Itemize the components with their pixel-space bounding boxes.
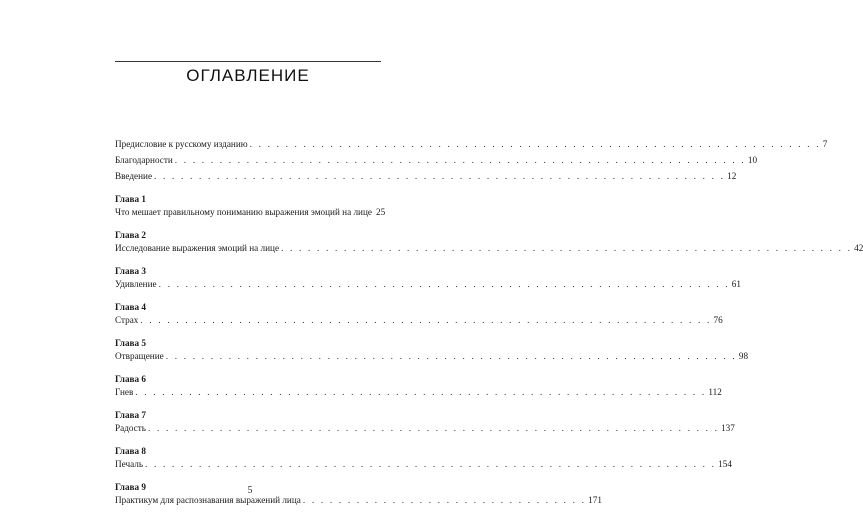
toc-entry-label: Печаль [115,459,144,469]
leader-dots: . . . . . . . . . . . . . . . . . . . . . . . . . . . . . . . . . . . . . . . . . . . . . . . . . . . . . . . . . . . . . . . . [174,155,746,165]
toc-entry-page: 25 [375,207,386,217]
chapter-heading: Глава 4 [115,302,147,312]
toc-entry-page: 98 [738,351,749,361]
leader-dots: . . . . . . . . . . . . . . . . . . . . . . . . . . . . . . . . . . . . . . . . . . . . . . . . . . . . . . . . . . . . . . . . [145,459,717,469]
toc-entry-label: Что мешает правильному пониманию выражения эмоций на лице [115,207,372,217]
chapter-group [115,410,735,439]
chapter-group [115,374,722,403]
leader-dots: . . . . . . . . . . . . . . . . . . . . . . . . . . . . . . . . . . . . . . . . . . . . . . . . . . . . . . . . . . . . . . . . [140,315,712,325]
chapter-heading: Глава 5 [115,338,147,348]
toc-entry-page: 171 [588,495,602,505]
chapter-group [115,338,749,367]
page-number: 5 [247,485,253,496]
toc-entry-label: Предисловие к русскому изданию [115,139,248,149]
toc-entry-page: 42 [854,243,863,253]
toc-entry-page: 10 [747,155,758,165]
page-title: ОГЛАВЛЕНИЕ [186,66,310,85]
toc-entry[interactable] [115,351,749,367]
leader-dots: . . . . . . . . . . . . . . . . . . . . . . . . . . . . . . . . . . . . . . . . . . . . . . . . . . . . . . . . . . . . . . . . [249,139,821,149]
toc-entry[interactable] [115,315,723,331]
chapter-heading: Глава 9 [115,482,147,492]
leader-dots: . . . . . . . . . . . . . . . . . . . . . . . . . . . . . . . . [302,495,587,505]
toc-entry[interactable] [115,243,863,259]
chapter-heading: Глава 2 [115,230,147,240]
leader-dots: . . . . . . . . . . . . . . . . . . . . . . . . . . . . . . . . . . . . . . . . . . . . . . . . . . . . . . . . . . . . . . . . [147,423,720,433]
toc-entry-page: 112 [708,387,722,397]
toc-entry[interactable] [115,139,828,155]
toc-entry[interactable] [115,207,386,223]
toc-entry[interactable] [115,279,741,295]
toc-entry-page: 7 [822,139,828,149]
toc-entry-label: Отвращение [115,351,164,361]
toc-entry[interactable] [115,171,737,187]
chapter-group [115,446,732,475]
toc-entry[interactable] [115,459,732,475]
chapter-group [115,230,863,259]
toc-entry-label: Гнев [115,387,134,397]
leader-dots: . . . . . . . . . . . . . . . . . . . . . . . . . . . . . . . . . . . . . . . . . . . . . . . . . . . . . . . . . . . . . . . . [135,387,707,397]
toc-entry-label: Введение [115,171,153,181]
leader-dots: . . . . . . . . . . . . . . . . . . . . . . . . . . . . . . . . . . . . . . . . . . . . . . . . . . . . . . . . . . . . . . . . [154,171,726,181]
table-of-contents [115,139,863,511]
leader-dots: . . . . . . . . . . . . . . . . . . . . . . . . . . . . . . . . . . . . . . . . . . . . . . . . . . . . . . . . . . . . . . . . [165,351,737,361]
chapter-heading: Глава 7 [115,410,147,420]
toc-entry-label: Радость [115,423,146,433]
front-matter [115,139,828,187]
toc-entry[interactable] [115,387,722,403]
chapter-heading: Глава 3 [115,266,147,276]
toc-entry[interactable] [115,495,602,511]
toc-entry[interactable] [115,155,758,171]
toc-entry-page: 76 [713,315,723,325]
chapter-group [115,302,723,331]
leader-dots: . . . . . . . . . . . . . . . . . . . . . . . . . . . . . . . . . . . . . . . . . . . . . . . . . . . . . . . . . . . . . . . . [158,279,730,289]
toc-entry-page: 154 [718,459,732,469]
chapter-group [115,266,741,295]
chapter-heading: Глава 6 [115,374,147,384]
toc-entry[interactable] [115,423,735,439]
chapter-heading: Глава 1 [115,194,147,204]
toc-entry-page: 137 [721,423,735,433]
header-rule [115,61,381,62]
toc-entry-label: Практикум для распознавания выражений лица [115,495,301,505]
toc-entry-label: Удивление [115,279,157,289]
leader-dots: . . . . . . . . . . . . . . . . . . . . . . . . . . . . . . . . . . . . . . . . . . . . . . . . . . . . . . . . . . . . . . . . [281,243,853,253]
toc-entry-label: Благодарности [115,155,173,165]
toc-entry-page: 61 [731,279,741,289]
chapter-heading: Глава 8 [115,446,147,456]
chapter-group [115,194,386,223]
toc-entry-page: 12 [727,171,737,181]
toc-entry-label: Страх [115,315,139,325]
toc-entry-label: Исследование выражения эмоций на лице [115,243,280,253]
